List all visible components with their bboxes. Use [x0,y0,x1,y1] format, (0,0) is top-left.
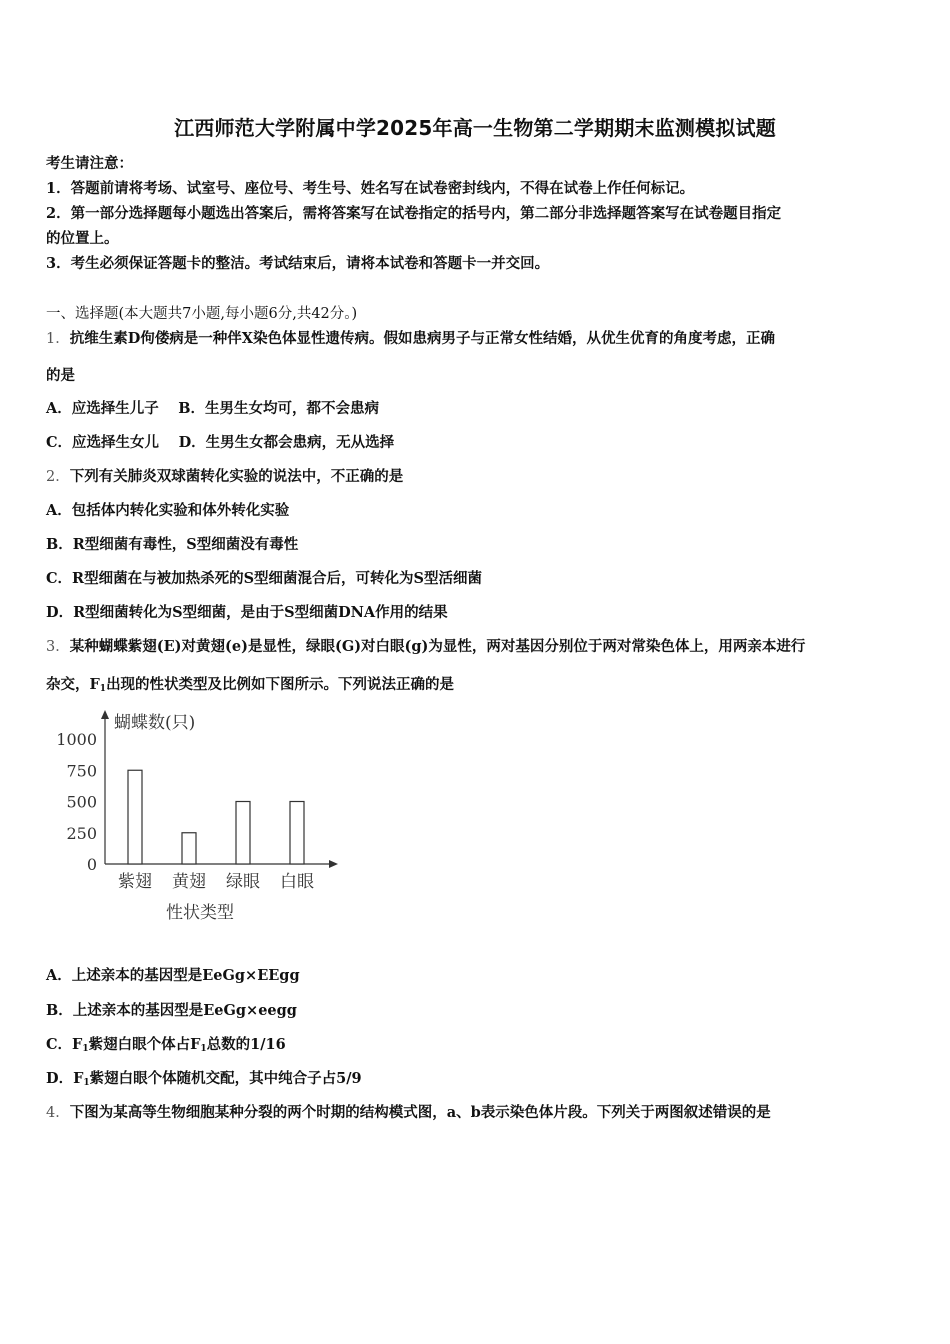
page-title: 江西师范大学附属中学2025年高一生物第二学期期末监测模拟试题 [174,116,776,140]
question-1-options-ab: A．应选择生儿子 B．生男生女均可，都不会患病 [46,400,380,417]
y-ticks [56,730,97,874]
text: D．F [46,1070,84,1087]
x-tick-label: 绿眼 [226,872,260,892]
subscript: 1 [99,684,107,694]
text: 紫翅白眼个体随机交配，其中纯合子占5/9 [89,1070,362,1087]
notice-item-2: 2．第一部分选择题每小题选出答案后，需将答案写在试卷指定的括号内，第二部分非选择题答案写在试卷题目指定 [46,205,782,222]
question-number: 1． [46,331,70,347]
subscript: 1 [82,1044,89,1054]
question-text: 下图为某高等生物细胞某种分裂的两个时期的结构模式图，a、b表示染色体片段。下列关于两图叙述错误的是 [69,1104,771,1121]
y-axis-label-text: 蝴蝶数(只) [114,713,196,733]
question-text: 某种蝴蝶紫翅(E)对黄翅(e)是显性，绿眼(G)对白眼(g)为显性，两对基因分别位于两对常染色体上，用两亲本进行 [69,638,806,655]
x-tick-label: 黄翅 [172,872,206,892]
bar-chart [52,704,352,934]
notice-item-3: 3．考生必须保证答题卡的整洁。考试结束后，请将本试卷和答题卡一并交回。 [46,255,550,272]
question-2-option-c: C．R型细菌在与被加热杀死的S型细菌混合后，可转化为S型活细菌 [46,570,483,587]
text: 紫翅白眼个体占F [88,1036,201,1053]
question-2 [46,465,403,486]
question-3 [46,635,805,656]
x-tick-labels [118,872,314,892]
x-axis-label: 性状类型 [166,903,234,923]
y-tick-label: 750 [66,761,97,781]
y-tick-label: 1000 [56,730,97,749]
y-tick-label: 250 [66,823,97,843]
question-1 [46,327,775,348]
question-4 [46,1101,771,1122]
x-axis-arrow [329,860,338,868]
question-number: 3． [46,639,70,655]
subscript: 1 [83,1078,90,1088]
question-3-cont [46,673,454,694]
question-1-cont: 的是 [46,367,75,384]
x-tick-label: 紫翅 [118,872,152,892]
question-3-option-d [46,1067,362,1088]
question-1-options-cd: C．应选择生女儿 D．生男生女都会患病，无从选择 [46,434,395,451]
bar-4 [290,802,304,865]
subscript: 1 [200,1044,207,1054]
question-3-option-a: A．上述亲本的基因型是EeGg×EEgg [46,967,300,984]
notice-item-2-cont: 的位置上。 [46,230,119,247]
text: C．F [46,1036,83,1053]
question-text: 下列有关肺炎双球菌转化实验的说法中，不正确的是 [69,468,404,485]
question-2-option-a: A．包括体内转化实验和体外转化实验 [46,502,290,519]
y-axis-label [114,713,195,733]
bar-3 [236,802,250,865]
question-2-option-d: D．R型细菌转化为S型细菌，是由于S型细菌DNA作用的结果 [46,604,448,621]
bars [128,770,304,864]
question-2-option-b: B．R型细菌有毒性，S型细菌没有毒性 [46,536,299,553]
question-text: 抗维生素D佝偻病是一种伴X染色体显性遗传病。假如患病男子与正常女性结婚，从优生优育的角度考虑，正确 [69,330,776,347]
bar-1 [128,770,142,864]
y-tick-label: 0 [86,855,97,874]
text: 出现的性状类型及比例如下图所示。下列说法正确的是 [106,676,455,693]
question-3-option-c [46,1033,286,1054]
x-tick-label: 白眼 [280,872,314,892]
text: 总数的1/16 [206,1036,286,1053]
question-number: 4． [46,1105,70,1121]
question-number: 2． [46,469,70,485]
text: 杂交，F [46,676,100,693]
question-3-option-b: B．上述亲本的基因型是EeGg×eegg [46,1002,297,1019]
notice-heading: 考生请注意： [46,155,133,172]
y-axis-arrow [101,710,109,719]
y-tick-label: 500 [66,792,97,812]
notice-item-1: 1．答题前请将考场、试室号、座位号、考生号、姓名写在试卷密封线内，不得在试卷上作任何标记。 [46,180,695,197]
bar-2 [182,833,196,864]
section-heading: 一、选择题(本大题共7小题,每小题6分,共42分。) [46,306,358,322]
